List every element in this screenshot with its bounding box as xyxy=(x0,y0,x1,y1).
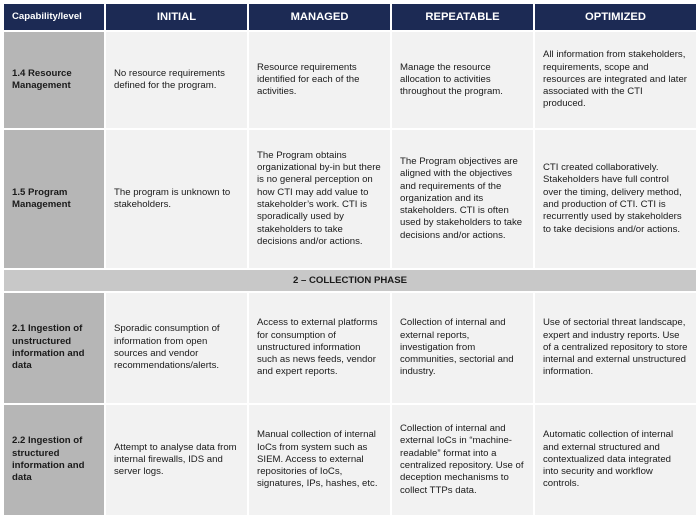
header-managed: MANAGED xyxy=(249,4,390,30)
cell-managed: Manual collection of internal IoCs from system such as SIEM. Access to external repositories of IoCs, signatures, IPs, hashes, etc. xyxy=(249,405,390,515)
cell-managed: Resource requirements identified for each of the activities. xyxy=(249,32,390,128)
table-row xyxy=(4,32,696,128)
cell-initial: Sporadic consumption of information from open sources and vendor recommendations/alerts. xyxy=(106,293,247,403)
table-row xyxy=(4,293,696,403)
header-optimized: OPTIMIZED xyxy=(535,4,696,30)
row-label: 2.2 Ingestion of structured information and data xyxy=(4,405,104,515)
table-row xyxy=(4,130,696,268)
cell-repeatable: Collection of internal and external IoCs in “machine-readable” format into a centralized repository. Use of deception mechanisms to collect TTPs data. xyxy=(392,405,533,515)
cell-repeatable: Collection of internal and external reports, investigation from communities, sectorial and industry. xyxy=(392,293,533,403)
cell-initial: No resource requirements defined for the program. xyxy=(106,32,247,128)
cell-optimized: Use of sectorial threat landscape, expert and industry reports. Use of a centralized repository to store internal and external unstructured information. xyxy=(535,293,696,403)
phase-heading: 2 – COLLECTION PHASE xyxy=(4,270,696,291)
row-label: 2.1 Ingestion of unstructured information and data xyxy=(4,293,104,403)
header-initial: INITIAL xyxy=(106,4,247,30)
cell-optimized: Automatic collection of internal and external structured and contextualized data integrated into security and workflow controls. xyxy=(535,405,696,515)
cell-repeatable: Manage the resource allocation to activities throughout the program. xyxy=(392,32,533,128)
cell-managed: Access to external platforms for consumption of unstructured information such as news feeds, vendor and expert reports. xyxy=(249,293,390,403)
row-label: 1.4 Resource Management xyxy=(4,32,104,128)
header-row xyxy=(4,4,696,30)
cell-optimized: All information from stakeholders, requirements, scope and resources are integrated and later associated with the CTI produced. xyxy=(535,32,696,128)
table-row xyxy=(4,405,696,515)
cell-optimized: CTI created collaboratively. Stakeholders have full control over the timing, delivery method, and production of CTI. CTI is recurrently used by stakeholders to take decisions and/or actions. xyxy=(535,130,696,268)
cell-initial: Attempt to analyse data from internal firewalls, IDS and server logs. xyxy=(106,405,247,515)
header-capability: Capability/level xyxy=(4,4,104,30)
cell-initial: The program is unknown to stakeholders. xyxy=(106,130,247,268)
cell-managed: The Program obtains organizational by-in but there is no general perception on how CTI may add value to stakeholder’s work. CTI is sporadically used by stakeholders to take decisions and/or actions. xyxy=(249,130,390,268)
cell-repeatable: The Program objectives are aligned with the objectives and requirements of the organization and its stakeholders. CTI is often used by stakeholders to take decisions and/or actions. xyxy=(392,130,533,268)
row-label: 1.5 Program Management xyxy=(4,130,104,268)
header-repeatable: REPEATABLE xyxy=(392,4,533,30)
maturity-table xyxy=(4,4,696,517)
